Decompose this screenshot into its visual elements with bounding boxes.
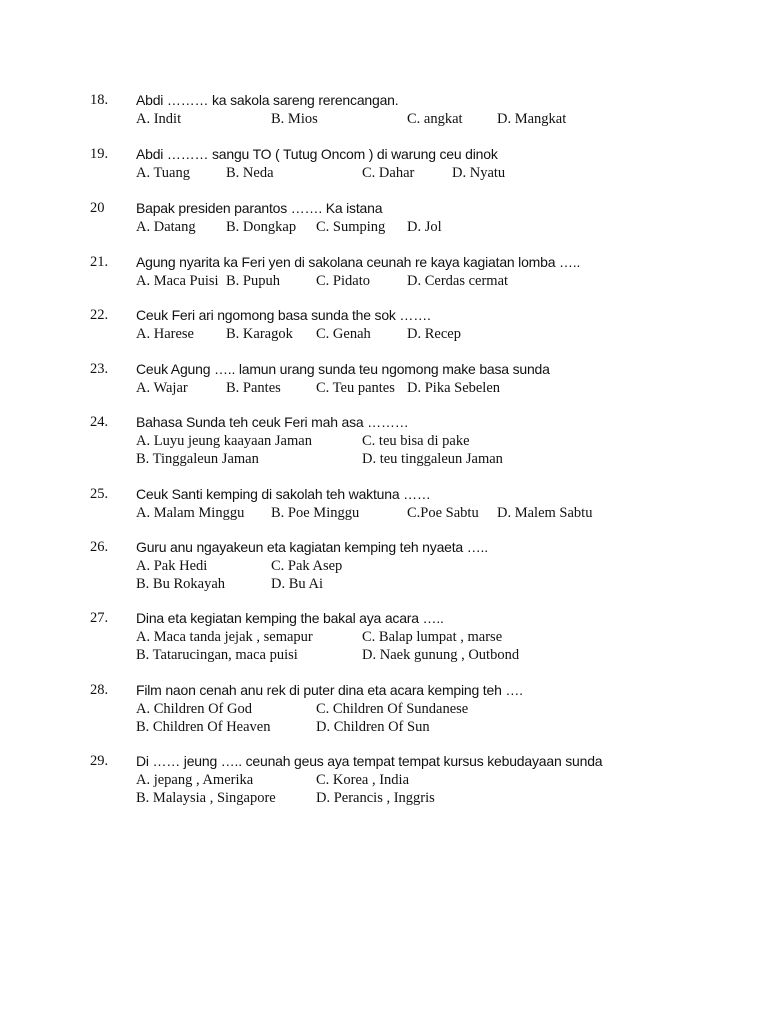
question-number: 26.: [90, 539, 109, 555]
question-text: Bahasa Sunda teh ceuk Feri mah asa ………: [136, 414, 409, 430]
option-b: B. Children Of Heaven: [136, 719, 271, 735]
option-b: B. Pantes: [226, 380, 281, 396]
question-text: Abdi ……… ka sakola sareng rerencangan.: [136, 92, 399, 108]
option-c: C. Dahar: [362, 165, 415, 181]
option-d: D. teu tinggaleun Jaman: [362, 451, 503, 467]
question-text: Bapak presiden parantos ……. Ka istana: [136, 200, 383, 216]
question-text: Guru anu ngayakeun eta kagiatan kemping teh nyaeta …..: [136, 539, 488, 555]
option-a: A. Children Of God: [136, 701, 252, 717]
option-a: A. Wajar: [136, 380, 188, 396]
option-c: C. Genah: [316, 326, 371, 342]
option-d: D. Cerdas cermat: [407, 273, 509, 289]
option-a: A. Maca tanda jejak , semapur: [136, 629, 313, 645]
option-c: C. teu bisa di pake: [362, 433, 470, 449]
option-d: D. Nyatu: [452, 165, 506, 181]
option-d: D. Pika Sebelen: [407, 380, 501, 396]
question-text: Ceuk Feri ari ngomong basa sunda the sok …….: [136, 307, 431, 323]
option-b: B. Poe Minggu: [271, 505, 360, 521]
option-a: A. Malam Minggu: [136, 505, 245, 521]
option-a: A. jepang , Amerika: [136, 772, 254, 788]
question-number: 21.: [90, 254, 109, 270]
option-a: A. Luyu jeung kaayaan Jaman: [136, 433, 312, 449]
option-a: A. Maca Puisi: [136, 273, 219, 289]
option-b: B. Neda: [226, 165, 274, 181]
question-text: Abdi ……… sangu TO ( Tutug Oncom ) di warung ceu dinok: [136, 146, 498, 162]
option-d: D. Jol: [407, 219, 442, 235]
question-number: 27.: [90, 610, 109, 626]
option-b: B. Tatarucingan, maca puisi: [136, 647, 298, 663]
question-text: Ceuk Santi kemping di sakolah teh waktuna ……: [136, 486, 431, 502]
question-number: 29.: [90, 753, 109, 769]
option-a: A. Datang: [136, 219, 196, 235]
option-d: D. Children Of Sun: [316, 719, 430, 735]
option-b: B. Tinggaleun Jaman: [136, 451, 259, 467]
option-a: A. Pak Hedi: [136, 558, 208, 574]
option-b: B. Pupuh: [226, 273, 280, 289]
question-number: 18.: [90, 92, 109, 108]
option-c: C.Poe Sabtu: [407, 505, 479, 521]
question-text: Film naon cenah anu rek di puter dina eta acara kemping teh ….: [136, 682, 523, 698]
option-c: C. Pidato: [316, 273, 370, 289]
option-c: C. Sumping: [316, 219, 386, 235]
option-c: C. Korea , India: [316, 772, 410, 788]
option-b: B. Karagok: [226, 326, 293, 342]
option-d: D. Bu Ai: [271, 576, 323, 592]
question-number: 23.: [90, 361, 109, 377]
option-a: A. Harese: [136, 326, 194, 342]
option-c: C. Balap lumpat , marse: [362, 629, 503, 645]
option-d: D. Mangkat: [497, 111, 567, 127]
option-c: C. Children Of Sundanese: [316, 701, 469, 717]
option-d: D. Malem Sabtu: [497, 505, 593, 521]
question-number: 20: [90, 200, 105, 216]
option-d: D. Recep: [407, 326, 461, 342]
option-a: A. Tuang: [136, 165, 190, 181]
option-a: A. Indit: [136, 111, 182, 127]
option-b: B. Malaysia , Singapore: [136, 790, 276, 806]
option-d: D. Naek gunung , Outbond: [362, 647, 520, 663]
question-number: 19.: [90, 146, 109, 162]
option-b: B. Dongkap: [226, 219, 297, 235]
option-c: C. Teu pantes: [316, 380, 395, 396]
question-text: Di …… jeung ….. ceunah geus aya tempat tempat kursus kebudayaan sunda: [136, 753, 603, 769]
option-d: D. Perancis , Inggris: [316, 790, 435, 806]
option-b: B. Mios: [271, 111, 318, 127]
question-number: 28.: [90, 682, 109, 698]
question-text: Dina eta kegiatan kemping the bakal aya acara …..: [136, 610, 444, 626]
option-b: B. Bu Rokayah: [136, 576, 226, 592]
question-text: Agung nyarita ka Feri yen di sakolana ceunah re kaya kagiatan lomba …..: [136, 254, 581, 270]
option-c: C. angkat: [407, 111, 463, 127]
question-number: 25.: [90, 486, 109, 502]
question-number: 24.: [90, 414, 109, 430]
question-number: 22.: [90, 307, 109, 323]
option-c: C. Pak Asep: [271, 558, 343, 574]
question-text: Ceuk Agung ….. lamun urang sunda teu ngomong make basa sunda: [136, 361, 550, 377]
